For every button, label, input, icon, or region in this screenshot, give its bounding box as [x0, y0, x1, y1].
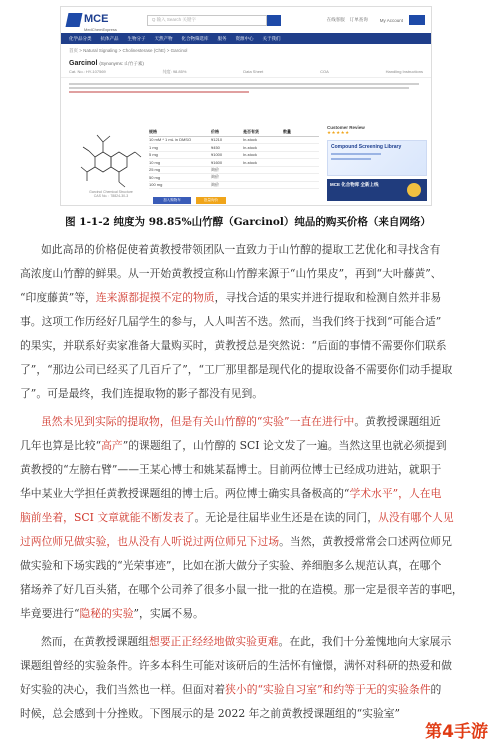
coa-link: COA: [320, 69, 329, 74]
text-line: [20, 434, 476, 458]
cat-no: Cat. No.: HY-107569: [69, 69, 106, 74]
highlighted-text: 连来源都捉摸不定的物质: [95, 291, 215, 304]
product-name: Garcinol: [69, 60, 98, 67]
text-line: [20, 554, 476, 578]
nav-item: 抗体产品: [100, 35, 119, 41]
column-header: 是否有货: [243, 129, 259, 135]
bulk-inquiry-button: 批量询价: [196, 197, 226, 204]
column-header: 数量: [283, 129, 291, 135]
data-sheet-link: Data Sheet: [243, 69, 264, 74]
chemical-structure-icon: [75, 127, 145, 189]
structure-caption: [81, 190, 141, 198]
top-link: 订单查询: [349, 17, 368, 22]
text-line: [20, 238, 476, 262]
ad-title: MCE 化合物库 全新上线: [330, 182, 379, 187]
highlighted-text: 狭小的“实验自习室”和约等于无的实验条件: [225, 683, 431, 696]
purity: 纯度: 98.85%: [162, 69, 187, 74]
logo-subtext: MedChemExpress: [84, 26, 117, 32]
handling-link: Handling Instructions: [385, 69, 423, 74]
body-text: 毕竟要进行“: [20, 607, 80, 620]
body-text: 。当然，黄教授常常会口述两位师兄: [279, 535, 452, 548]
account-link: My Account: [379, 17, 403, 23]
text-line: [20, 410, 476, 434]
table-row: [149, 182, 319, 190]
article-body: [20, 238, 476, 726]
body-text: 。无论是往届毕业生还是在读的同门，: [194, 511, 379, 524]
body-text: 了”，“那边公司已经买了几百斤了”，“工厂那里都是现代化的提取设备不需要你们动手提取: [20, 363, 453, 376]
table-cell: ¥1000: [211, 152, 223, 158]
purchase-buttons: [153, 197, 226, 204]
text-line: [20, 482, 476, 506]
body-text: 猪场养了好几百头猪，在哪个公司养了很多小鼠一批一批的在造模。那一定是很辛苦的事吧，: [20, 583, 463, 596]
product-synonym: (Synonyms: 山竹子素): [99, 61, 144, 66]
product-description: [61, 78, 431, 98]
column-header: 价格: [211, 129, 219, 135]
body-text: 的: [430, 683, 442, 696]
highlighted-text: 脑前坐着，SCI 文章就能不断发表了: [20, 511, 195, 524]
body-text: 然而，在黄教授课题组: [41, 635, 149, 648]
search-button: [267, 15, 281, 26]
table-row: [149, 167, 319, 175]
star-rating-icon: ★★★★★: [327, 130, 350, 135]
nav-item: 化合物筛选库: [181, 35, 209, 41]
body-text: 的果实，并联系好卖家准备大量购买时，黄教授总是突然说：“后面的事情不需要你们联系: [20, 339, 447, 352]
body-text: 课题组曾经的实验条件。许多本科生可能对该研后的生活怀有憧憬，满怀对科研的热爱和做: [20, 659, 452, 672]
body-text: ，寻找合适的果实并进行提取和检测自然并非易: [214, 291, 442, 304]
table-cell: In-stock: [243, 137, 258, 143]
top-links: [327, 17, 368, 23]
ad-banner: [327, 140, 427, 176]
highlighted-text: 过两位师兄做实验，也从没有人听说过两位师兄下过场: [20, 535, 280, 548]
watermark-text: 第4手游: [425, 722, 488, 742]
body-text: 好实验的决心，我们当然也一样。但面对着: [20, 683, 226, 696]
table-cell: ¥1210: [211, 137, 223, 143]
logo-mark-icon: [66, 13, 83, 27]
table-cell: 25 mg: [149, 167, 161, 173]
structure-caption-text: Garcinol Chemical Structure: [89, 190, 133, 194]
table-cell: 询价: [211, 166, 219, 172]
table-cell: 10 mM * 1 mL in DMSO: [149, 137, 192, 143]
text-line: [20, 530, 476, 554]
nav-item: 天然产物: [154, 35, 173, 41]
text-line: [20, 458, 476, 482]
text-line: [20, 262, 476, 286]
figure-caption: 图 1-1-2 纯度为 98.85%山竹醇（Garcinol）纯品的购买价格（来自网络）: [65, 216, 431, 228]
body-text: 。黄教授课题组近: [354, 415, 441, 428]
table-cell: 询价: [211, 174, 219, 180]
product-meta: [61, 67, 431, 78]
table-row: [149, 174, 319, 182]
site-nav: [61, 33, 431, 44]
body-text: ”的课题组了，山竹醇的 SCI 论文发了一遍。当然这里也就必须提到: [122, 439, 447, 452]
text-line: [20, 358, 476, 382]
cas-number: CAS No. : 78824-30-3: [93, 194, 129, 198]
ad-line: [331, 158, 371, 160]
column-header: 规格: [149, 129, 157, 135]
highlighted-text: 虽然未见到实际的提取物，但是有关山竹醇的“实验”一直在进行中: [41, 415, 355, 428]
body-text: 了”。可是最终，我们连提取物的影子都没有见到。: [20, 387, 264, 400]
nav-item: 化学品分类: [69, 35, 92, 41]
table-cell: 10 mg: [149, 159, 161, 165]
text-line: [20, 382, 476, 406]
ad-banner: [327, 179, 427, 201]
site-header: [61, 7, 431, 33]
highlighted-text: 隐秘的实验: [79, 607, 134, 620]
ad-line: [331, 153, 381, 155]
paragraphs: [20, 238, 476, 726]
site-logo: [67, 9, 117, 32]
table-cell: ¥1600: [211, 159, 223, 165]
text-line: [20, 506, 476, 530]
body-text: 做实验和下场实践的“光荣事迹”，比如在浙大做分子实验、养细胞多么规范认真，在哪个: [20, 559, 442, 572]
text-line: [20, 334, 476, 358]
body-text: ”，实属不易。: [133, 607, 204, 620]
top-link: 在线客服: [326, 17, 345, 22]
table-cell: 1 mg: [149, 144, 158, 150]
body-text: 。在此，我们十分羞愧地向大家展示: [278, 635, 452, 648]
search-input: Q 输入 Search 关键字: [147, 15, 267, 26]
table-row: [149, 159, 319, 167]
highlighted-text: 学术水平”，人在电: [349, 487, 442, 500]
product-webpage-screenshot: [60, 6, 432, 206]
add-to-cart-button: 加入购物车: [153, 197, 191, 204]
body-text: 事。这项工作历经好几届学生的参与，人人叫苦不迭。然而，当我们终于找到“可能合适”: [20, 315, 442, 328]
body-text: 高浓度山竹醇的鲜果。从一开始黄教授宣称山竹醇来源于“山竹果皮”，再到“大叶藤黄”、: [20, 267, 442, 280]
table-row: [149, 144, 319, 152]
highlighted-text: 想要正正经经地做实验更难: [148, 635, 279, 648]
highlighted-text: 从没有哪个人见: [378, 511, 454, 524]
site-watermark: [425, 717, 488, 742]
body-text: 几年也算是比较“: [20, 439, 102, 452]
product-title: [61, 58, 431, 67]
table-cell: 询价: [211, 181, 219, 187]
table-cell: ¥450: [211, 144, 220, 150]
text-line: [20, 310, 476, 334]
cart-icon: [409, 15, 425, 25]
table-row: [149, 137, 319, 145]
review-title: Customer Review: [327, 125, 365, 130]
breadcrumb: 首页 > Natural Signaling > Cholinesterase (ChE) > Garcinol: [69, 48, 188, 53]
table-cell: 50 mg: [149, 174, 161, 180]
nav-item: 服务: [217, 35, 227, 41]
highlighted-text: 高产: [101, 439, 123, 452]
text-line: [20, 578, 476, 602]
description-line: [69, 87, 409, 89]
price-table: [149, 129, 319, 189]
table-header: [149, 129, 319, 137]
body-text: “印度藤黄”等，: [20, 291, 96, 304]
body-text: 如此高昂的价格促使着黄教授带领团队一直致力于山竹醇的提取工艺优化和寻找含有: [41, 243, 441, 256]
text-line: [20, 630, 476, 654]
table-cell: In-stock: [243, 144, 258, 150]
text-line: [20, 602, 476, 626]
text-line: [20, 654, 476, 678]
ad-title: Compound Screening Library: [331, 144, 402, 150]
table-cell: In-stock: [243, 159, 258, 165]
body-text: 时候，总会感到十分挫败。下图展示的是 2022 年之前黄教授课题组的“实验室”: [20, 707, 401, 720]
sidebar: [327, 125, 427, 201]
body-text: 华中某业大学担任黄教授课题组的博士后。两位博士确实具备极高的“: [20, 487, 350, 500]
description-line: [69, 91, 249, 93]
nav-item: 关于我们: [262, 35, 281, 41]
table-cell: 100 mg: [149, 182, 163, 188]
description-line: [69, 83, 419, 85]
body-text: 黄教授的“左膀右臂”——王某心博士和姚某磊博士。目前两位博士已经成功进站，就职于: [20, 463, 442, 476]
logo-text: MCE: [84, 12, 109, 25]
text-line: [20, 702, 476, 726]
text-line: [20, 678, 476, 702]
table-row: [149, 152, 319, 160]
text-line: [20, 286, 476, 310]
table-cell: 5 mg: [149, 152, 158, 158]
badge-icon: [407, 183, 421, 197]
nav-item: 资源中心: [235, 35, 254, 41]
table-cell: In-stock: [243, 152, 258, 158]
nav-item: 生物分子: [127, 35, 146, 41]
